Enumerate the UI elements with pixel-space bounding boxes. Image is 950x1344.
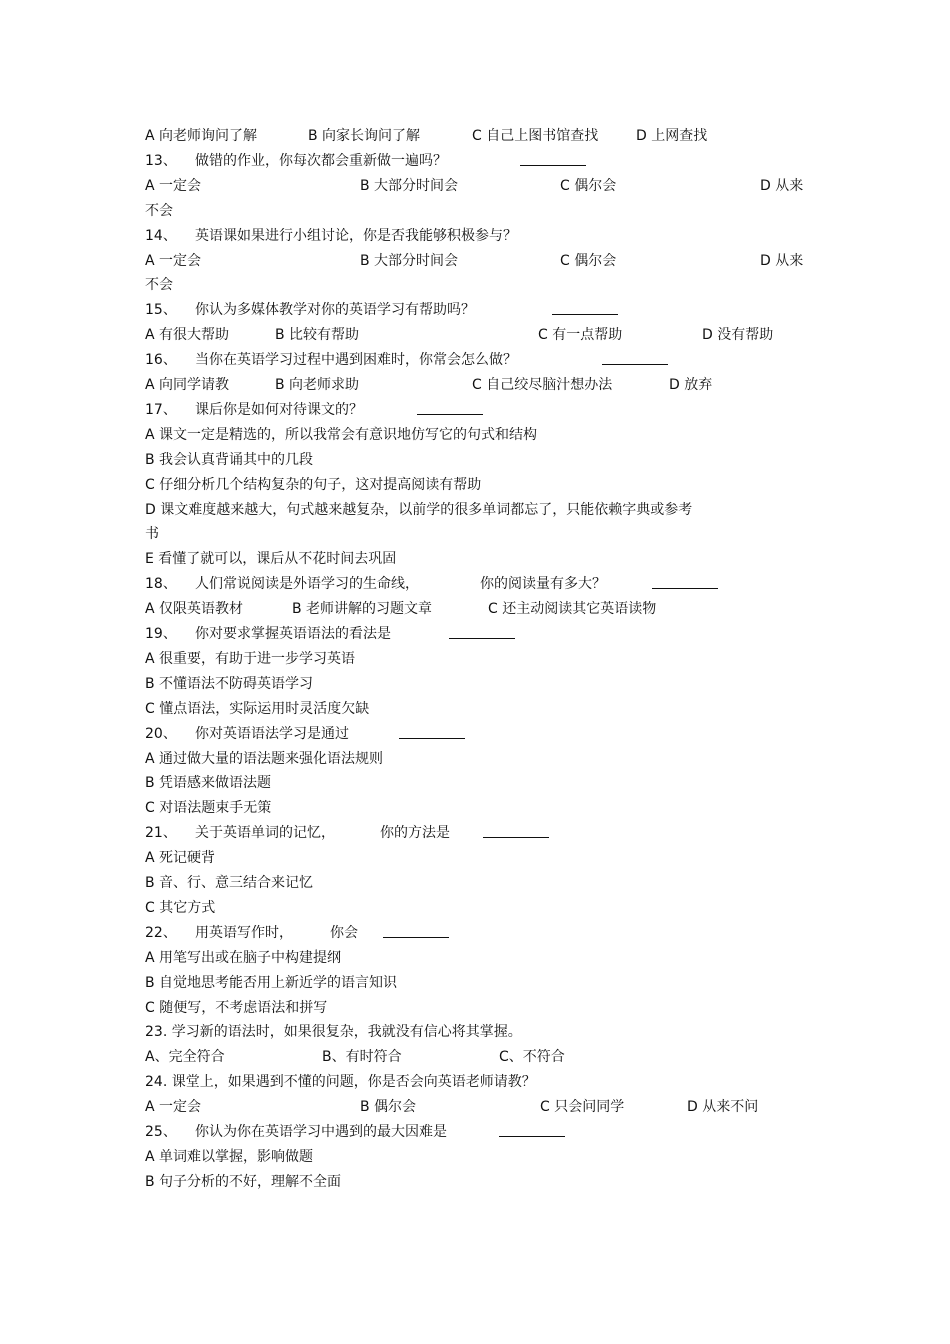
document-line bbox=[145, 722, 815, 747]
line-text: 不会 bbox=[145, 277, 173, 294]
line-text: C 偶尔会 bbox=[560, 252, 617, 269]
line-text: 25、 bbox=[145, 1124, 177, 1140]
line-text: B 偶尔会 bbox=[360, 1099, 417, 1116]
document-line bbox=[145, 199, 815, 224]
line-text: C 懂点语法，实际运用时灵活度欠缺 bbox=[145, 700, 370, 717]
line-text: 用英语写作时， bbox=[195, 924, 293, 941]
line-text: 你对要求掌握英语语法的看法是 bbox=[195, 626, 391, 642]
document-line bbox=[145, 448, 815, 473]
line-text: C 还主动阅读其它英语读物 bbox=[488, 601, 657, 618]
line-text: A 通过做大量的语法题来强化语法规则 bbox=[145, 750, 384, 767]
answer-blank bbox=[552, 298, 618, 315]
line-text: B 凭语感来做语法题 bbox=[145, 775, 272, 792]
line-text: B 向家长询问了解 bbox=[308, 128, 421, 144]
document-line bbox=[145, 946, 815, 971]
answer-blank bbox=[449, 622, 515, 639]
line-text: 17、 bbox=[145, 401, 177, 418]
document-line bbox=[145, 572, 815, 597]
line-text: B 音、行、意三结合来记忆 bbox=[145, 875, 314, 891]
line-text: A 很重要，有助于进一步学习英语 bbox=[145, 650, 356, 667]
document-line bbox=[145, 747, 815, 772]
line-text: 13、 bbox=[145, 152, 177, 169]
document-line bbox=[145, 1045, 815, 1070]
line-text: 当你在英语学习过程中遇到困难时，你常会怎么做？ bbox=[195, 352, 517, 369]
document-line bbox=[145, 498, 815, 523]
line-text: 你的阅读量有多大？ bbox=[480, 576, 606, 593]
document-line bbox=[145, 996, 815, 1021]
document-line bbox=[145, 522, 815, 547]
document-line bbox=[145, 1070, 815, 1095]
line-text: C 自己绞尽脑汁想办法 bbox=[472, 377, 613, 393]
line-text: A 用笔写出或在脑子中构建提纲 bbox=[145, 949, 342, 966]
line-text: D 课文难度越来越大，句式越来越复杂，以前学的很多单词都忘了，只能依赖字典或参考 bbox=[145, 501, 693, 518]
document-line bbox=[145, 1145, 815, 1170]
document-line bbox=[145, 373, 815, 398]
answer-blank bbox=[499, 1120, 565, 1137]
document-line bbox=[145, 1120, 815, 1145]
line-text: A、完全符合 bbox=[145, 1049, 225, 1066]
document-line bbox=[145, 423, 815, 448]
line-text: D 放弃 bbox=[669, 377, 713, 393]
line-text: 你认为你在英语学习中遇到的最大因难是 bbox=[195, 1124, 447, 1140]
document-line bbox=[145, 149, 815, 174]
document-line bbox=[145, 821, 815, 846]
line-text: D 从来 bbox=[760, 252, 804, 269]
line-text: C 只会问同学 bbox=[540, 1099, 625, 1116]
document-line bbox=[145, 896, 815, 921]
line-text: C 对语法题束手无策 bbox=[145, 800, 272, 817]
document-line bbox=[145, 249, 815, 274]
document-line bbox=[145, 771, 815, 796]
document-line bbox=[145, 871, 815, 896]
line-text: B 老师讲解的习题文章 bbox=[292, 601, 433, 618]
document-line bbox=[145, 348, 815, 373]
line-text: 人们常说阅读是外语学习的生命线， bbox=[195, 576, 419, 593]
document-line bbox=[145, 1020, 815, 1045]
answer-blank bbox=[520, 149, 586, 166]
document-line bbox=[145, 323, 815, 348]
line-text: C 仔细分析几个结构复杂的句子，这对提高阅读有帮助 bbox=[145, 476, 482, 493]
line-text: 英语课如果进行小组讨论，你是否我能够积极参与？ bbox=[195, 227, 517, 244]
answer-blank bbox=[399, 722, 465, 739]
line-text: A 向同学请教 bbox=[145, 377, 230, 393]
line-text: A 一定会 bbox=[145, 252, 202, 269]
line-text: D 从来 bbox=[760, 177, 804, 194]
answer-blank bbox=[417, 398, 483, 415]
line-text: A 仅限英语教材 bbox=[145, 601, 244, 618]
line-text: C 随便写，不考虑语法和拼写 bbox=[145, 999, 328, 1016]
line-text: A 一定会 bbox=[145, 1099, 202, 1116]
line-text: D 从来不问 bbox=[687, 1099, 759, 1116]
line-text: 22、 bbox=[145, 924, 177, 941]
line-text: A 一定会 bbox=[145, 177, 202, 194]
line-text: 你对英语语法学习是通过 bbox=[195, 725, 349, 742]
line-text: 你认为多媒体教学对你的英语学习有帮助吗？ bbox=[195, 302, 475, 319]
document-line bbox=[145, 298, 815, 323]
line-text: 24. 课堂上，如果遇到不懂的问题，你是否会向英语老师请教？ bbox=[145, 1074, 536, 1091]
line-text: 23. 学习新的语法时，如果很复杂，我就没有信心将其掌握。 bbox=[145, 1024, 522, 1041]
line-text: 19、 bbox=[145, 626, 177, 642]
document-line bbox=[145, 473, 815, 498]
document-line bbox=[145, 547, 815, 572]
line-text: A 有很大帮助 bbox=[145, 327, 230, 344]
answer-blank bbox=[483, 821, 549, 838]
line-text: 书 bbox=[145, 526, 159, 543]
document-line bbox=[145, 124, 815, 149]
line-text: E 看懂了就可以，课后从不花时间去巩固 bbox=[145, 551, 397, 568]
document-line bbox=[145, 971, 815, 996]
line-text: C 自己上图书馆查找 bbox=[472, 128, 599, 144]
line-text: B 不懂语法不防碍英语学习 bbox=[145, 675, 314, 692]
line-text: B 比较有帮助 bbox=[275, 327, 360, 344]
document-line bbox=[145, 921, 815, 946]
document-line bbox=[145, 1095, 815, 1120]
document-line bbox=[145, 224, 815, 249]
line-text: A 单词难以掌握，影响做题 bbox=[145, 1148, 314, 1165]
line-text: 18、 bbox=[145, 576, 177, 593]
line-text: A 死记硬背 bbox=[145, 850, 216, 867]
document-line bbox=[145, 398, 815, 423]
line-text: C 有一点帮助 bbox=[538, 327, 623, 344]
document-line bbox=[145, 647, 815, 672]
line-text: B 自觉地思考能否用上新近学的语言知识 bbox=[145, 974, 398, 991]
line-text: 14、 bbox=[145, 227, 177, 244]
answer-blank bbox=[652, 572, 718, 589]
line-text: 16、 bbox=[145, 352, 177, 369]
line-text: C 偶尔会 bbox=[560, 177, 617, 194]
line-text: 做错的作业，你每次都会重新做一遍吗？ bbox=[195, 152, 447, 169]
line-text: C、不符合 bbox=[499, 1049, 565, 1066]
line-text: 20、 bbox=[145, 725, 177, 742]
document-line bbox=[145, 796, 815, 821]
line-text: 你的方法是 bbox=[380, 825, 450, 842]
line-text: B 我会认真背诵其中的几段 bbox=[145, 451, 314, 468]
line-text: 不会 bbox=[145, 202, 173, 219]
line-text: C 其它方式 bbox=[145, 899, 216, 916]
line-text: D 没有帮助 bbox=[702, 327, 774, 344]
document-line bbox=[145, 1170, 815, 1195]
line-text: 关于英语单词的记忆， bbox=[195, 825, 335, 842]
line-text: B 向老师求助 bbox=[275, 377, 360, 393]
document-line bbox=[145, 672, 815, 697]
line-text: B 大部分时间会 bbox=[360, 177, 459, 194]
document-line bbox=[145, 846, 815, 871]
document-line bbox=[145, 174, 815, 199]
document-line bbox=[145, 273, 815, 298]
line-text: B 句子分析的不好，理解不全面 bbox=[145, 1173, 342, 1190]
line-text: A 课文一定是精选的，所以我常会有意识地仿写它的句式和结构 bbox=[145, 426, 538, 443]
line-text: D 上网查找 bbox=[636, 128, 708, 144]
line-text: 你会 bbox=[330, 924, 358, 941]
document-line bbox=[145, 597, 815, 622]
answer-blank bbox=[383, 921, 449, 938]
answer-blank bbox=[602, 348, 668, 365]
document-line bbox=[145, 622, 815, 647]
line-text: B、有时符合 bbox=[322, 1049, 402, 1066]
line-text: A 向老师询问了解 bbox=[145, 128, 258, 144]
document-line bbox=[145, 697, 815, 722]
line-text: 21、 bbox=[145, 825, 177, 842]
line-text: B 大部分时间会 bbox=[360, 252, 459, 269]
line-text: 15、 bbox=[145, 302, 177, 319]
line-text: 课后你是如何对待课文的？ bbox=[195, 401, 363, 418]
